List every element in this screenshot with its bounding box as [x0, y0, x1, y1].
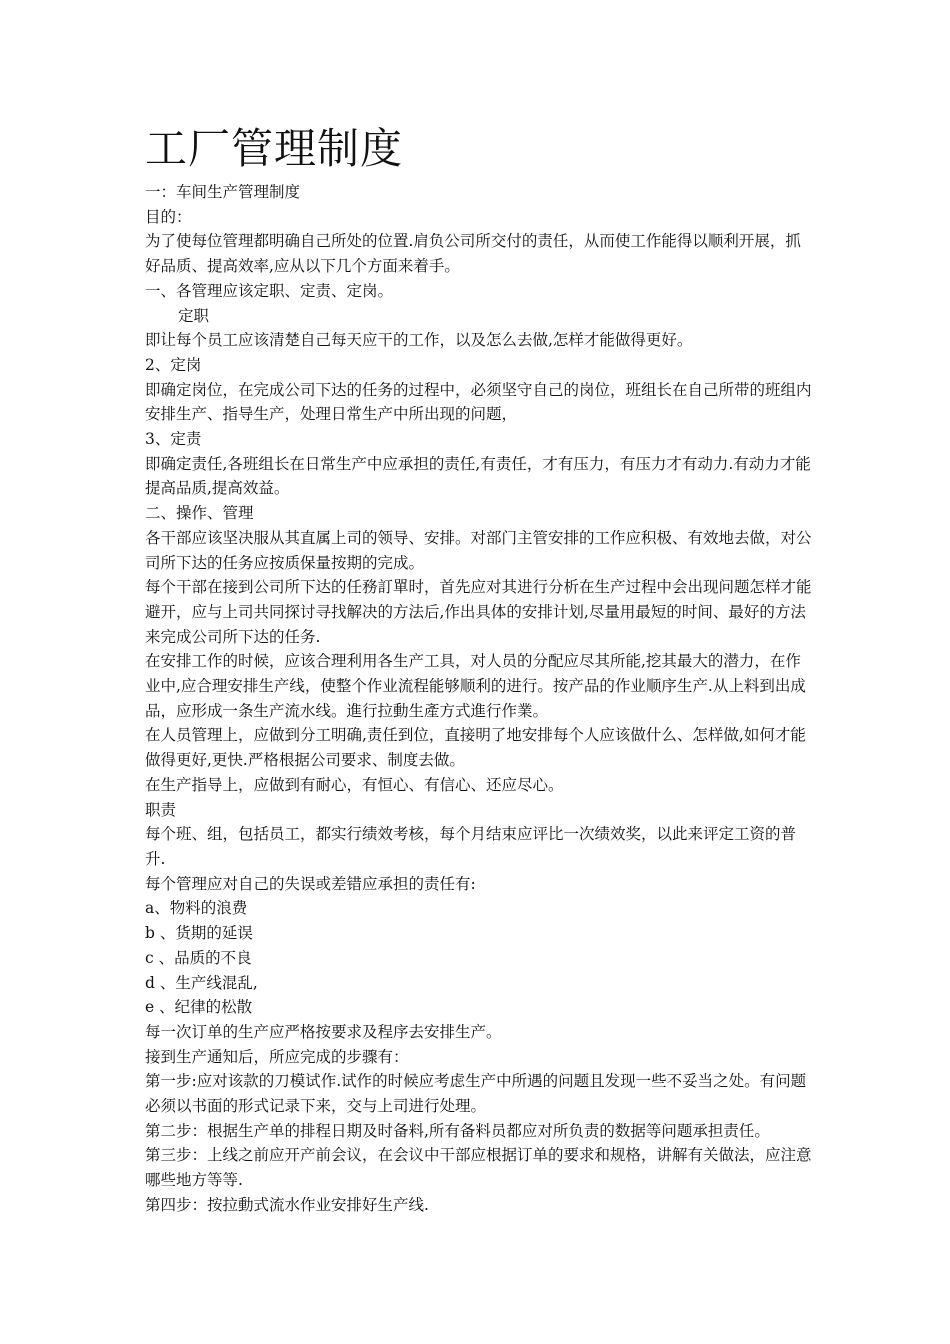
list-item-a: a、物料的浪费 [145, 899, 248, 918]
item-heading-2: 二、操作、管理 [145, 504, 254, 523]
section-heading-workshop: 一：车间生产管理制度 [145, 183, 301, 201]
purpose-heading: 目的： [145, 207, 192, 226]
step-4: 第四步：按拉動式流水作业安排好生产线. [145, 1195, 429, 1214]
step-3: 第三步：上线之前应开产前会议，在会议中干部应根据订单的要求和规格，讲解有关做法，应注意哪些地方等等. [145, 1146, 812, 1190]
item-heading-1: 一、各管理应该定职、定责、定岗。 [145, 281, 394, 300]
step-2: 第二步：根据生产单的排程日期及时备料,所有备料员都应对所负责的数据等问题承担责任。 [145, 1121, 770, 1140]
paragraph-ding-gang: 即确定岗位，在完成公司下达的任务的过程中，必须坚守自己的岗位，班组长在自己所带的班组内安排生产、指导生产，处理日常生产中所出现的问题， [145, 380, 812, 424]
paragraph-steps-intro: 接到生产通知后，所应完成的步骤有： [145, 1047, 409, 1066]
responsibility-heading: 职责 [145, 800, 177, 819]
paragraph-personnel: 在人员管理上，应做到分工明确,责任到位，直接明了地安排每个人应该做什么、怎样做,如何才能做得更好,更快.严格根据公司要求、制度去做。 [145, 726, 806, 770]
paragraph-order-production: 每一次订单的生产应严格按要求及程序去安排生产。 [145, 1022, 502, 1041]
paragraph-performance: 每个班、组，包括员工，都实行绩效考核，每个月结束应评比一次绩效奖，以此来评定工资的普升. [145, 825, 797, 868]
step-1: 第一步:应对该款的刀模试作.试作的时候应考虑生产中所遇的问题且发现一些不妥当之处。有问题必须以书面的形式记录下来，交与上司进行处理。 [145, 1072, 807, 1116]
list-item-c: c 、品质的不良 [145, 948, 252, 967]
paragraph-ding-zhi: 即让每个员工应该清楚自己每天应干的工作，以及怎么去做,怎样才能做得更好。 [145, 331, 693, 350]
paragraph-orders: 每个干部在接到公司所下达的任務訂單时，首先应对其进行分析在生产过程中会出现问题怎样才能避开，应与上司共同探讨寻找解决的方法后,作出具体的安排计划,尽量用最短的时间、最好的方法来完成公司所下达的任务. [145, 578, 812, 646]
list-item-e: e 、纪律的松散 [145, 998, 253, 1017]
subheading-ding-ze: 3、定责 [145, 430, 202, 449]
paragraph-liability: 每个管理应对自己的失误或差错应承担的责任有: [145, 874, 476, 893]
paragraph-guidance: 在生产指导上，应做到有耐心，有恒心、有信心、还应尽心。 [145, 775, 564, 794]
subheading-ding-gang: 2、定岗 [145, 355, 202, 374]
list-item-b: b 、货期的延误 [145, 924, 253, 943]
document-title: 工厂管理制度 [145, 124, 404, 173]
paragraph-ding-ze: 即确定责任,各班组长在日常生产中应承担的责任,有责任，才有压力，有压力才有动力.有动力才能提高品质,提高效益。 [145, 454, 811, 498]
list-item-d: d 、生产线混乱, [145, 973, 258, 992]
subheading-ding-zhi: 定职 [178, 306, 210, 325]
purpose-paragraph: 为了使每位管理都明确自己所处的位置.肩负公司所交付的责任，从而使工作能得以顺利开展，抓好品质、提高效率,应从以下几个方面来着手。 [145, 232, 801, 276]
document-page [145, 120, 815, 1218]
paragraph-arrangement: 在安排工作的时候，应该合理利用各生产工具，对人员的分配应尽其所能,挖其最大的潜力，在作业中,应合理安排生产线，使整个作业流程能够顺利的进行。按产品的作业顺序生产.从上料到出成品，应形成一条生产流水线。進行拉動生產方式進行作業。 [145, 652, 806, 720]
paragraph-obey: 各干部应该坚决服从其直属上司的领导、安排。对部门主管安排的工作应积极、有效地去做，对公司所下达的任务应按质保量按期的完成。 [145, 528, 812, 572]
